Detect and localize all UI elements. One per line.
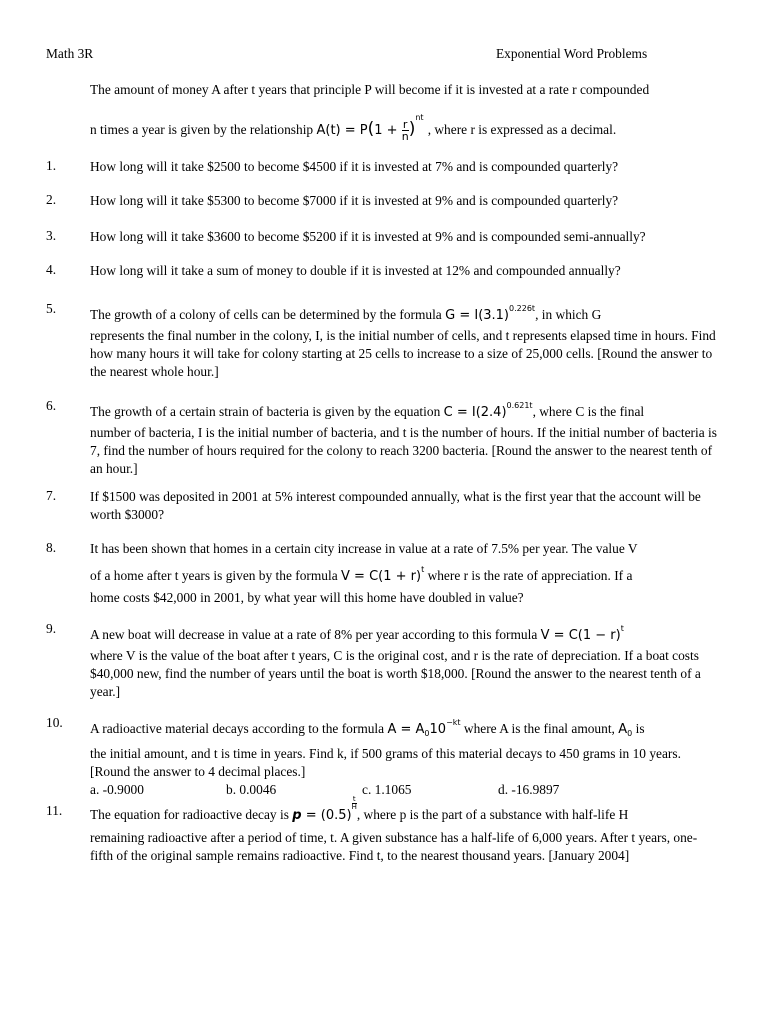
problem-text-mid: of a home after t years is given by the formula xyxy=(90,568,338,583)
appreciation-formula xyxy=(341,565,425,584)
problem-text xyxy=(90,540,720,607)
formula-variable-p: p xyxy=(292,808,302,823)
exponent-numerator: t xyxy=(352,795,356,803)
formula-exponent: −kt xyxy=(446,718,461,727)
problem-text-lead: The equation for radioactive decay is xyxy=(90,807,289,822)
course-title: Math 3R xyxy=(46,46,94,61)
formula-base: V = C(1 + r) xyxy=(341,569,422,584)
bacteria-formula xyxy=(443,401,533,420)
problem-text-rest: the initial amount, and t is time in years. Find k, if 500 grams of this material decays to 450 grams in 10 years. [Round the answer to 4 decimal places.] xyxy=(90,746,681,779)
problem-text: How long will it take a sum of money to double if it is invested at 12% and compounded annually? xyxy=(90,263,621,278)
formula-base: 10 xyxy=(429,722,447,737)
problem-text xyxy=(90,618,720,701)
formula-exponent: t xyxy=(620,624,624,633)
depreciation-formula xyxy=(540,624,624,643)
problem-text xyxy=(90,298,720,381)
radioactive-decay-formula xyxy=(292,795,357,823)
formula-exponent: 0.226t xyxy=(509,304,536,313)
growth-formula xyxy=(445,304,536,323)
intro-text-after: , where r is expressed as a decimal. xyxy=(427,122,617,137)
problem-text-tail: , where p is the part of a substance with half-life H xyxy=(356,807,629,822)
choice-b: b. 0.0046 xyxy=(226,782,277,797)
problem-text xyxy=(90,395,720,478)
problem-text-lead: The growth of a certain strain of bacteria is given by the equation xyxy=(90,404,441,419)
formula-exponent: 0.621t xyxy=(506,401,533,410)
symbol-base: A xyxy=(618,722,628,737)
problem-text xyxy=(90,796,720,865)
worksheet-title: Exponential Word Problems xyxy=(496,46,648,61)
compound-formula: A(t) = P(1 + $\frac{r}{n}$ )$^{nt}$ xyxy=(316,113,424,143)
formula-base: G = I(3.1) xyxy=(445,308,510,323)
choice-c: c. 1.1065 xyxy=(362,782,412,797)
problem-text: How long will it take $3600 to become $5200 if it is invested at 9% and is compounded semi-annually? xyxy=(90,229,646,244)
problem-number: 2. xyxy=(46,192,57,207)
formula-base: V = C(1 − r) xyxy=(540,628,621,643)
problem-text xyxy=(90,712,720,799)
problem-text: If $1500 was deposited in 2001 at 5% interest compounded annually, what is the first year that the account will be worth $3000? xyxy=(90,489,701,522)
problem-text-tail: , where C is the final xyxy=(532,404,645,419)
symbol-subscript: 0 xyxy=(627,729,633,738)
problem-text-mid: where A is the final amount, xyxy=(463,721,615,736)
problem-text-lead: A radioactive material decays according to the formula xyxy=(90,721,385,736)
formula-fraction xyxy=(402,119,409,142)
initial-amount-symbol xyxy=(618,722,632,737)
problem-number: 8. xyxy=(46,540,57,555)
problem-text-rest: home costs $42,000 in 2001, by what year will this home have doubled in value? xyxy=(90,590,524,605)
formula-exponent: t xyxy=(421,565,425,574)
choice-a: a. -0.9000 xyxy=(90,782,144,797)
problem-text-tail: , in which G xyxy=(535,307,602,322)
problem-number: 4. xyxy=(46,262,57,277)
formula-base: = (0.5) xyxy=(305,808,352,823)
fraction-top: r xyxy=(402,118,408,131)
choice-d: d. -16.9897 xyxy=(498,782,560,797)
problem-number: 5. xyxy=(46,301,57,316)
intro-text: n times a year is given by the relationship xyxy=(90,122,314,137)
problem-number: 9. xyxy=(46,621,57,636)
fraction-bottom: n xyxy=(401,130,409,143)
problem-text-rest: represents the final number in the colony, I, is the initial number of cells, and t represents elapsed time in hours. Find how many hours it will take for colony starting at 25 cells to increase to a size of 25,000 cells. [Round the answer to the nearest whole hour.] xyxy=(90,328,716,379)
formula-lhs: A(t) = P xyxy=(316,123,368,138)
problem-text: How long will it take $5300 to become $7000 if it is invested at 9% and is compounded quarterly? xyxy=(90,193,619,208)
problem-text-rest: remaining radioactive after a period of time, t. A given substance has a half-life of 6,000 years. After t years, one-fifth of the original sample remains radioactive. Find t, to the nearest thousand years. [January 2004] xyxy=(90,830,698,863)
problem-number: 11. xyxy=(46,803,63,818)
problem-number: 10. xyxy=(46,715,63,730)
problem-text-rest: number of bacteria, I is the initial number of bacteria, and t is the number of hours. If the initial number of bacteria is 7, find the number of hours required for the colony to reach 3200 bacteria. [Round the answer to the nearest tenth of an hour.] xyxy=(90,425,717,476)
intro-line-1: The amount of money A after t years that principle P will become if it is invested at a rate r compounded xyxy=(90,82,650,97)
formula-base: C = I(2.4) xyxy=(443,405,507,420)
formula-subscript: 0 xyxy=(424,729,430,738)
problem-text-tail: is xyxy=(635,721,645,736)
problem-text-tail: where r is the rate of appreciation. If a xyxy=(427,568,633,583)
problem-text-lead: It has been shown that homes in a certain city increase in value at a rate of 7.5% per year. The value V xyxy=(90,541,638,556)
problem-number: 7. xyxy=(46,488,57,503)
problem-number: 6. xyxy=(46,398,57,413)
problem-text-rest: where V is the value of the boat after t years, C is the original cost, and r is the rate of depreciation. If a boat costs $40,000 new, find the number of years until the boat is worth $18,000. [Round the answer to the nearest tenth of a year.] xyxy=(90,648,701,699)
problem-number: 3. xyxy=(46,228,57,243)
problem-number: 1. xyxy=(46,158,57,173)
problem-text-lead: The growth of a colony of cells can be determined by the formula xyxy=(90,307,442,322)
intro-paragraph xyxy=(90,78,730,143)
formula-exponent: nt xyxy=(415,113,424,122)
problem-text-lead: A new boat will decrease in value at a rate of 8% per year according to this formula xyxy=(90,627,538,642)
intro-line-2 xyxy=(90,106,730,143)
problem-text: How long will it take $2500 to become $4500 if it is invested at 7% and is compounded quarterly? xyxy=(90,159,619,174)
formula-lhs: A = A xyxy=(387,722,425,737)
exponent-denominator: H xyxy=(351,803,357,811)
decay-formula xyxy=(387,718,461,738)
